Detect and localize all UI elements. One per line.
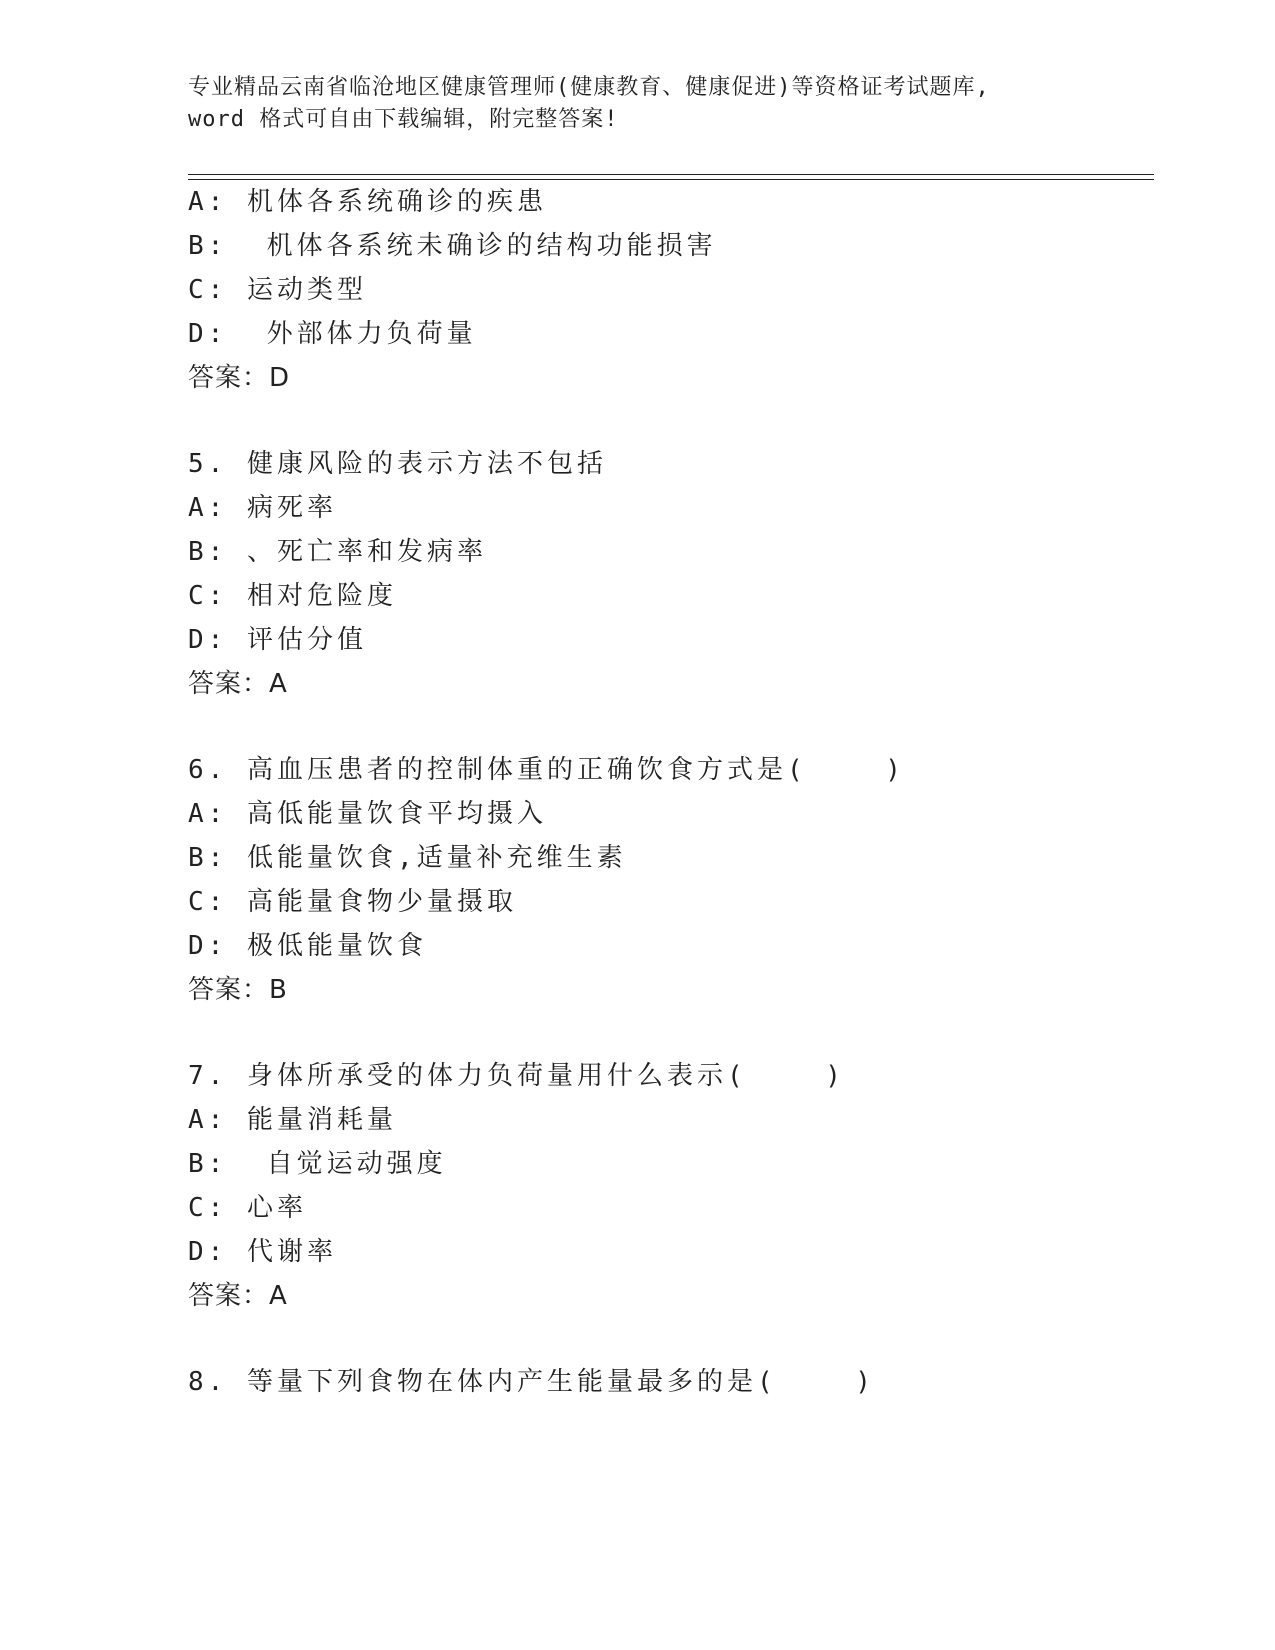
q7-option-c: C: 心率 [188, 1193, 307, 1223]
q4-option-b: B: 机体各系统未确诊的结构功能损害 [188, 231, 717, 261]
q7-stem: 7. 身体所承受的体力负荷量用什么表示( ) [188, 1061, 845, 1091]
header-divider-top [188, 174, 1154, 175]
q5-option-b: B: 、死亡率和发病率 [188, 537, 487, 567]
q6-stem: 6. 高血压患者的控制体重的正确饮食方式是( ) [188, 755, 905, 785]
q7-answer: 答案：A [188, 1281, 288, 1311]
q5-option-c: C: 相对危险度 [188, 581, 397, 611]
q6-answer: 答案：B [188, 975, 288, 1005]
q5-stem: 5. 健康风险的表示方法不包括 [188, 449, 607, 479]
q7-option-d: D: 代谢率 [188, 1237, 337, 1267]
q4-option-a: A: 机体各系统确诊的疾患 [188, 187, 547, 217]
q6-option-c: C: 高能量食物少量摄取 [188, 887, 517, 917]
q4-answer: 答案：D [188, 363, 291, 393]
q7-option-a: A: 能量消耗量 [188, 1105, 397, 1135]
q4-option-c: C: 运动类型 [188, 275, 367, 305]
q8-stem: 8. 等量下列食物在体内产生能量最多的是( ) [188, 1367, 875, 1397]
header-line-2: word 格式可自由下载编辑，附完整答案! [188, 107, 619, 132]
document-header [188, 72, 1108, 136]
q6-option-d: D: 极低能量饮食 [188, 931, 427, 961]
header-line-1: 专业精品云南省临沧地区健康管理师(健康教育、健康促进)等资格证考试题库, [188, 75, 990, 100]
q5-option-a: A: 病死率 [188, 493, 337, 523]
q7-option-b: B: 自觉运动强度 [188, 1149, 447, 1179]
q5-answer: 答案：A [188, 669, 288, 699]
q5-option-d: D: 评估分值 [188, 625, 367, 655]
q4-option-d: D: 外部体力负荷量 [188, 319, 477, 349]
q6-option-b: B: 低能量饮食,适量补充维生素 [188, 843, 627, 873]
q6-option-a: A: 高低能量饮食平均摄入 [188, 799, 547, 829]
header-divider-bottom [188, 179, 1154, 180]
